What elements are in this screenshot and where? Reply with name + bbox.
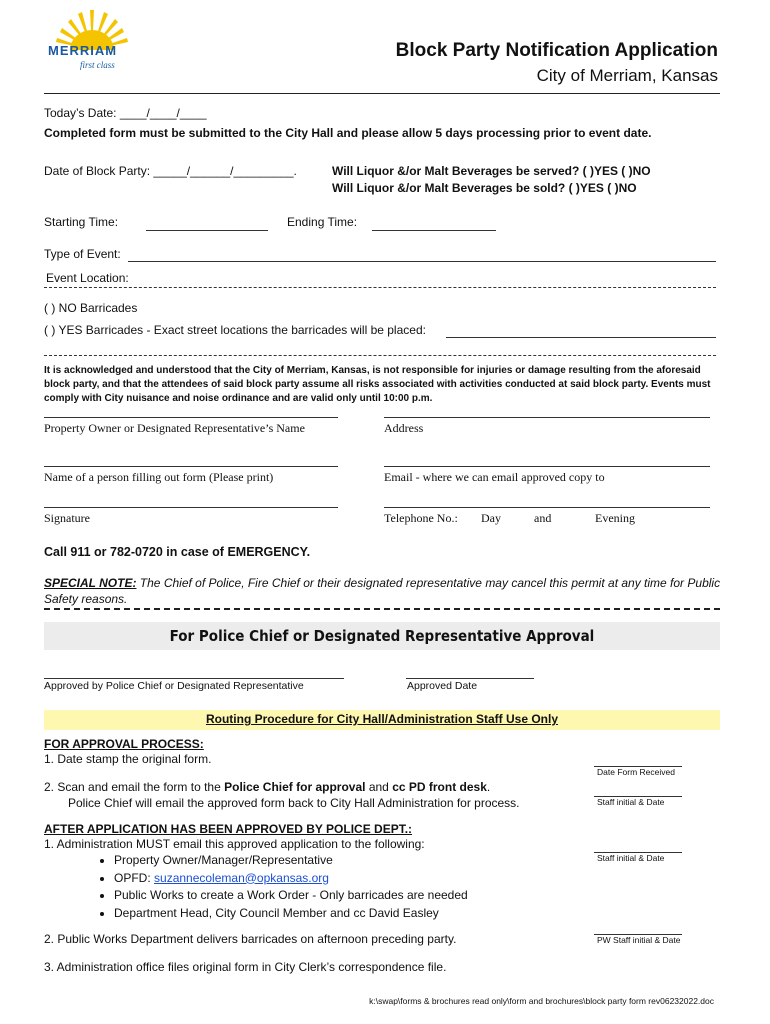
after-approval-heading: AFTER APPLICATION HAS BEEN APPROVED BY POLICE DEPT.:	[44, 822, 413, 836]
todays-date-field[interactable]: Today’s Date: ____/____/____	[44, 106, 207, 120]
telephone-day-label: Day	[481, 511, 501, 525]
event-location-label: Event Location:	[46, 271, 129, 285]
approved-date-label: Approved Date	[407, 680, 478, 692]
recipient-opfd	[114, 870, 468, 888]
signature-label: Signature	[44, 511, 90, 525]
footer-file-path: k:\swap\forms & brochures read only\form and brochures\block party form rev06232022.doc	[369, 996, 714, 1006]
date-form-received-label: Date Form Received	[597, 767, 675, 777]
special-note-heading: SPECIAL NOTE:	[44, 576, 137, 590]
email-line[interactable]	[384, 466, 710, 467]
event-location-input[interactable]	[44, 287, 716, 288]
telephone-and-label: and	[534, 511, 552, 525]
recipient-public-works: • Public Works to create a Work Order - Only barricades are needed	[114, 887, 468, 905]
recipient-owner: • Property Owner/Manager/Representative	[114, 852, 468, 870]
liquor-sold-question[interactable]: Will Liquor &/or Malt Beverages be sold? ( )YES ( )NO	[332, 181, 637, 195]
signature-line[interactable]	[44, 507, 338, 508]
routing-step-2-e: .	[486, 780, 491, 794]
telephone-line[interactable]	[384, 507, 710, 508]
address-line[interactable]	[384, 417, 710, 418]
address-label: Address	[384, 421, 424, 435]
telephone-label: Telephone No.:	[384, 511, 458, 525]
after-step-3: 3. Administration office files original form in City Clerk’s correspondence file.	[44, 960, 447, 974]
approval-bar-title: For Police Chief or Designated Representative Approval	[169, 627, 595, 645]
page-subtitle: City of Merriam, Kansas	[536, 66, 718, 85]
starting-time-label: Starting Time:	[44, 215, 119, 229]
routing-step-2-b: Police Chief for approval	[224, 780, 366, 794]
email-label: Email - where we can email approved copy to	[384, 470, 605, 484]
routing-bar-title: Routing Procedure for City Hall/Administration Staff Use Only	[205, 712, 559, 726]
yes-barricades-option[interactable]: ( ) YES Barricades - Exact street locations the barricades will be placed:	[44, 323, 426, 337]
routing-step-1: 1. Date stamp the original form.	[44, 752, 212, 766]
pw-staff-initial-label: PW Staff initial & Date	[597, 935, 681, 945]
emergency-notice: Call 911 or 782-0720 in case of EMERGENCY.	[44, 545, 311, 559]
approved-by-label: Approved by Police Chief or Designated Representative	[44, 680, 304, 692]
recipient-opfd-label: OPFD:	[114, 870, 155, 885]
barricade-location-input[interactable]	[446, 337, 716, 338]
submission-notice: Completed form must be submitted to the City Hall and please allow 5 days processing prior to event date.	[44, 126, 652, 140]
special-note	[44, 575, 724, 607]
liability-disclaimer: It is acknowledged and understood that the City of Merriam, Kansas, is not responsible for injuries or damage resulting from the aforesaid block party, and that the attendees of said block party assume all risks associated with activities conducted at said block party. Events must comply with City nuisance and noise ordinance and are valid only until 10:00 p.m.	[44, 365, 711, 404]
special-note-body: The Chief of Police, Fire Chief or their designated representative may cancel this permit at any time for Public Safety reasons.	[44, 576, 721, 606]
date-of-party-field[interactable]: Date of Block Party: _____/______/_________.	[44, 164, 297, 178]
routing-step-2	[44, 780, 490, 794]
routing-step-2-line-2: Police Chief will email the approved form back to City Hall Administration for process.	[68, 796, 520, 810]
liquor-served-question[interactable]: Will Liquor &/or Malt Beverages be served? ( )YES ( )NO	[332, 164, 651, 178]
staff-initial-label-2: Staff initial & Date	[597, 853, 665, 863]
type-of-event-label: Type of Event:	[44, 247, 121, 261]
name-print-label: Name of a person filling out form (Please print)	[44, 470, 274, 484]
no-barricades-option[interactable]: ( ) NO Barricades	[44, 301, 138, 315]
recipient-department-head: • Department Head, City Council Member and cc David Easley	[114, 905, 468, 923]
logo-name: MERRIAM	[48, 43, 118, 58]
type-of-event-input[interactable]	[128, 261, 716, 262]
page-title: Block Party Notification Application	[395, 40, 718, 61]
opfd-email-link[interactable]: suzannecoleman@opkansas.org	[154, 870, 329, 885]
after-step-1: 1. Administration MUST email this approved application to the following:	[44, 837, 425, 851]
after-step-2: 2. Public Works Department delivers barricades on afternoon preceding party.	[44, 932, 457, 946]
approved-date-line[interactable]	[406, 678, 534, 679]
barricade-location-line-2[interactable]	[44, 355, 716, 356]
name-print-line[interactable]	[44, 466, 338, 467]
telephone-evening-label: Evening	[595, 511, 635, 525]
logo-tagline: first class	[80, 60, 115, 70]
owner-name-label: Property Owner or Designated Representative’s Name	[44, 421, 305, 435]
ending-time-input[interactable]	[372, 230, 496, 231]
routing-step-2-c: and	[365, 780, 393, 794]
for-approval-heading: FOR APPROVAL PROCESS:	[44, 737, 204, 751]
routing-step-2-a: 2. Scan and email the form to the	[44, 780, 225, 794]
ending-time-label: Ending Time:	[287, 215, 358, 229]
section-divider	[44, 608, 720, 610]
approved-by-line[interactable]	[44, 678, 344, 679]
starting-time-input[interactable]	[146, 230, 268, 231]
header-divider	[44, 93, 720, 94]
owner-name-line[interactable]	[44, 417, 338, 418]
staff-initial-label-1: Staff initial & Date	[597, 797, 665, 807]
routing-step-2-d: cc PD front desk	[392, 780, 487, 794]
recipient-list	[94, 852, 468, 922]
